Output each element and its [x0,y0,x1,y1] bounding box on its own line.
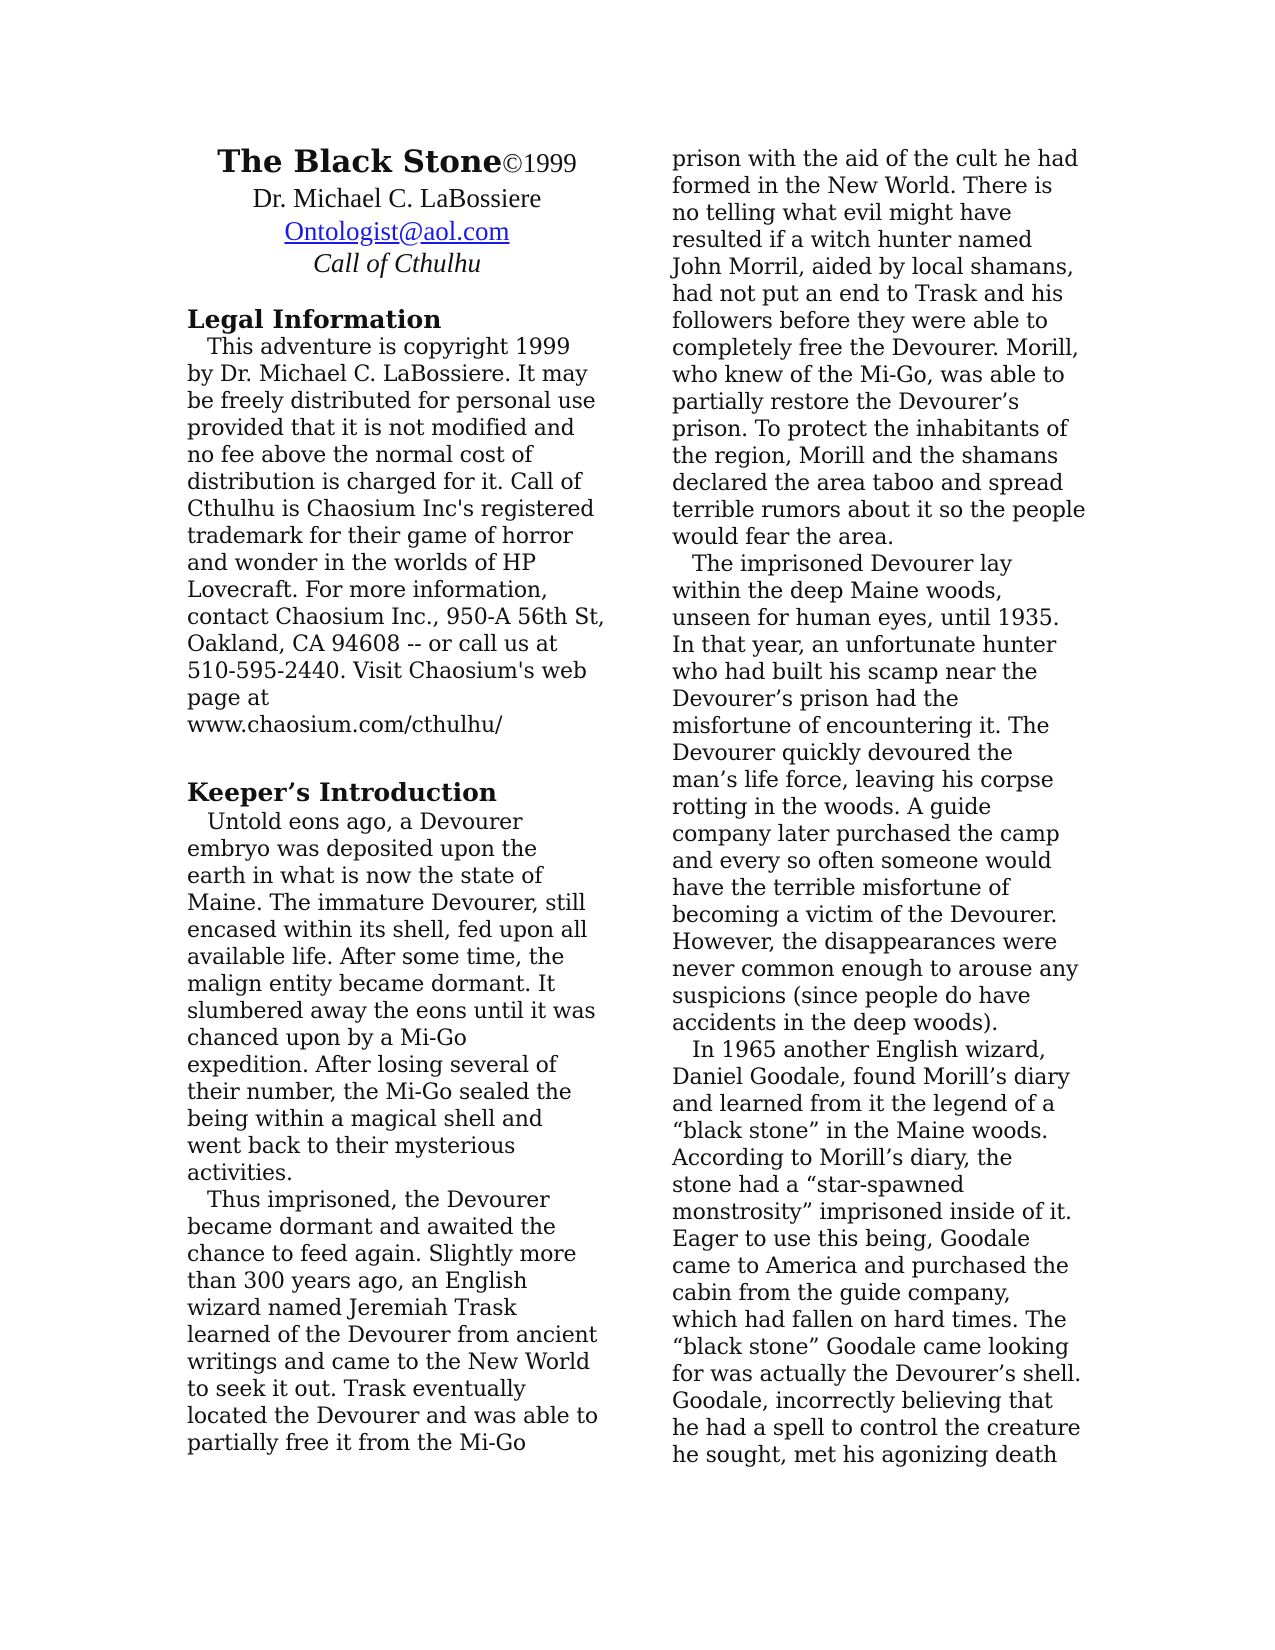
paragraph-line: expedition. After losing several of [187,1053,557,1078]
paragraph-line: earth in what is now the state of [187,864,543,889]
paragraph-line: and learned from it the legend of a [672,1092,1055,1117]
paragraph-line: came to America and purchased the [672,1254,1069,1279]
paragraph-line: encased within its shell, fed upon all [187,918,588,943]
paragraph-line: becoming a victim of the Devourer. [672,903,1058,928]
paragraph-line: In 1965 another English wizard, [692,1038,1046,1063]
paragraph-line: Devourer quickly devoured the [672,741,1013,766]
paragraph-line: slumbered away the eons until it was [187,999,596,1024]
paragraph-line: for was actually the Devourer’s shell. [672,1362,1081,1387]
paragraph-line: went back to their mysterious [187,1134,516,1159]
paragraph-line: resulted if a witch hunter named [672,228,1033,253]
paragraph-line: available life. After some time, the [187,945,565,970]
paragraph-line: Oakland, CA 94608 -- or call us at [187,632,558,657]
paragraph-line: monstrosity” imprisoned inside of it. [672,1200,1072,1225]
paragraph-line: Devourer’s prison had the [672,687,959,712]
paragraph-line: to seek it out. Trask eventually [187,1377,526,1402]
paragraph-line: Daniel Goodale, found Morill’s diary [672,1065,1070,1090]
paragraph-line: page at [187,686,269,711]
paragraph-line: chanced upon by a Mi-Go [187,1026,467,1051]
paragraph-line: man’s life force, leaving his corpse [672,768,1054,793]
paragraph-line: chance to feed again. Slightly more [187,1242,577,1267]
paragraph-line: formed in the New World. There is [672,174,1053,199]
paragraph-line: In that year, an unfortunate hunter [672,633,1057,658]
paragraph-line: Eager to use this being, Goodale [672,1227,1030,1252]
paragraph-line: Untold eons ago, a Devourer [207,810,523,835]
document-title [187,144,607,180]
paragraph-line: would fear the area. [672,525,894,550]
paragraph-line: completely free the Devourer. Morill, [672,336,1079,361]
paragraph-line: the region, Morill and the shamans [672,444,1059,469]
paragraph-line: who knew of the Mi-Go, was able to [672,363,1065,388]
paragraph-line: This adventure is copyright 1999 [207,335,571,360]
paragraph-line: which had fallen on hard times. The [672,1308,1067,1333]
paragraph-line: distribution is charged for it. Call of [187,470,582,495]
paragraph-line: unseen for human eyes, until 1935. [672,606,1060,631]
paragraph-line: Goodale, incorrectly believing that [672,1389,1053,1414]
paragraph-line: Maine. The immature Devourer, still [187,891,586,916]
paragraph-line: 510-595-2440. Visit Chaosium's web [187,659,587,684]
section-heading-keeper-intro: Keeper’s Introduction [187,778,497,807]
paragraph-line: However, the disappearances were [672,930,1058,955]
paragraph-line: “black stone” in the Maine woods. [672,1119,1049,1144]
paragraph-line: writings and came to the New World [187,1350,590,1375]
paragraph-line: stone had a “star-spawned [672,1173,965,1198]
paragraph-line: misfortune of encountering it. The [672,714,1050,739]
paragraph-line: embryo was deposited upon the [187,837,537,862]
author-email-line [187,215,607,247]
paragraph-line: terrible rumors about it so the people [672,498,1086,523]
paragraph-line: prison with the aid of the cult he had [672,147,1079,172]
paragraph-line: by Dr. Michael C. LaBossiere. It may [187,362,588,387]
paragraph-line: within the deep Maine woods, [672,579,1003,604]
paragraph-line: suspicions (since people do have [672,984,1031,1009]
paragraph-line: and every so often someone would [672,849,1052,874]
paragraph-line: never common enough to arouse any [672,957,1079,982]
paragraph-line: he had a spell to control the creature [672,1416,1081,1441]
paragraph-line: no fee above the normal cost of [187,443,533,468]
paragraph-line: located the Devourer and was able to [187,1404,598,1429]
paragraph-line: company later purchased the camp [672,822,1060,847]
paragraph-line: Thus imprisoned, the Devourer [207,1188,550,1213]
copyright-notice: ©1999 [502,148,577,178]
game-name: Call of Cthulhu [312,248,482,278]
paragraph-line: have the terrible misfortune of [672,876,1010,901]
paragraph-line: became dormant and awaited the [187,1215,556,1240]
paragraph-line: activities. [187,1161,293,1186]
paragraph-line: rotting in the woods. A guide [672,795,992,820]
paragraph-line: being within a magical shell and [187,1107,543,1132]
paragraph-line: partially free it from the Mi-Go [187,1431,526,1456]
title-text: The Black Stone [217,144,503,180]
paragraph-line: Lovecraft. For more information, [187,578,548,603]
paragraph-line: trademark for their game of horror [187,524,573,549]
paragraph-line: and wonder in the worlds of HP [187,551,536,576]
paragraph-line: According to Morill’s diary, the [672,1146,1013,1171]
paragraph-line: Cthulhu is Chaosium Inc's registered [187,497,595,522]
paragraph-line: be freely distributed for personal use [187,389,596,414]
paragraph-line: no telling what evil might have [672,201,1012,226]
paragraph-line: followers before they were able to [672,309,1048,334]
paragraph-line: prison. To protect the inhabitants of [672,417,1068,442]
paragraph-line: contact Chaosium Inc., 950-A 56th St, [187,605,605,630]
paragraph-line: their number, the Mi-Go sealed the [187,1080,572,1105]
paragraph-line: he sought, met his agonizing death [672,1443,1058,1468]
paragraph-line: partially restore the Devourer’s [672,390,1020,415]
paragraph-line: wizard named Jeremiah Trask [187,1296,517,1321]
paragraph-line: provided that it is not modified and [187,416,575,441]
author-email-link[interactable]: Ontologist@aol.com [284,216,510,246]
paragraph-line: cabin from the guide company, [672,1281,1011,1306]
paragraph-line: “black stone” Goodale came looking [672,1335,1069,1360]
section-heading-legal: Legal Information [187,305,442,334]
paragraph-line: who had built his scamp near the [672,660,1038,685]
paragraph-line: declared the area taboo and spread [672,471,1064,496]
paragraph-line: had not put an end to Trask and his [672,282,1064,307]
paragraph-line: than 300 years ago, an English [187,1269,528,1294]
author-name: Dr. Michael C. LaBossiere [252,183,542,213]
paragraph-line: malign entity became dormant. It [187,972,555,997]
paragraph-line: accidents in the deep woods). [672,1011,999,1036]
paragraph-line: The imprisoned Devourer lay [692,552,1012,577]
paragraph-line: www.chaosium.com/cthulhu/ [187,713,503,738]
paragraph-line: John Morril, aided by local shamans, [672,255,1074,280]
paragraph-line: learned of the Devourer from ancient [187,1323,598,1348]
